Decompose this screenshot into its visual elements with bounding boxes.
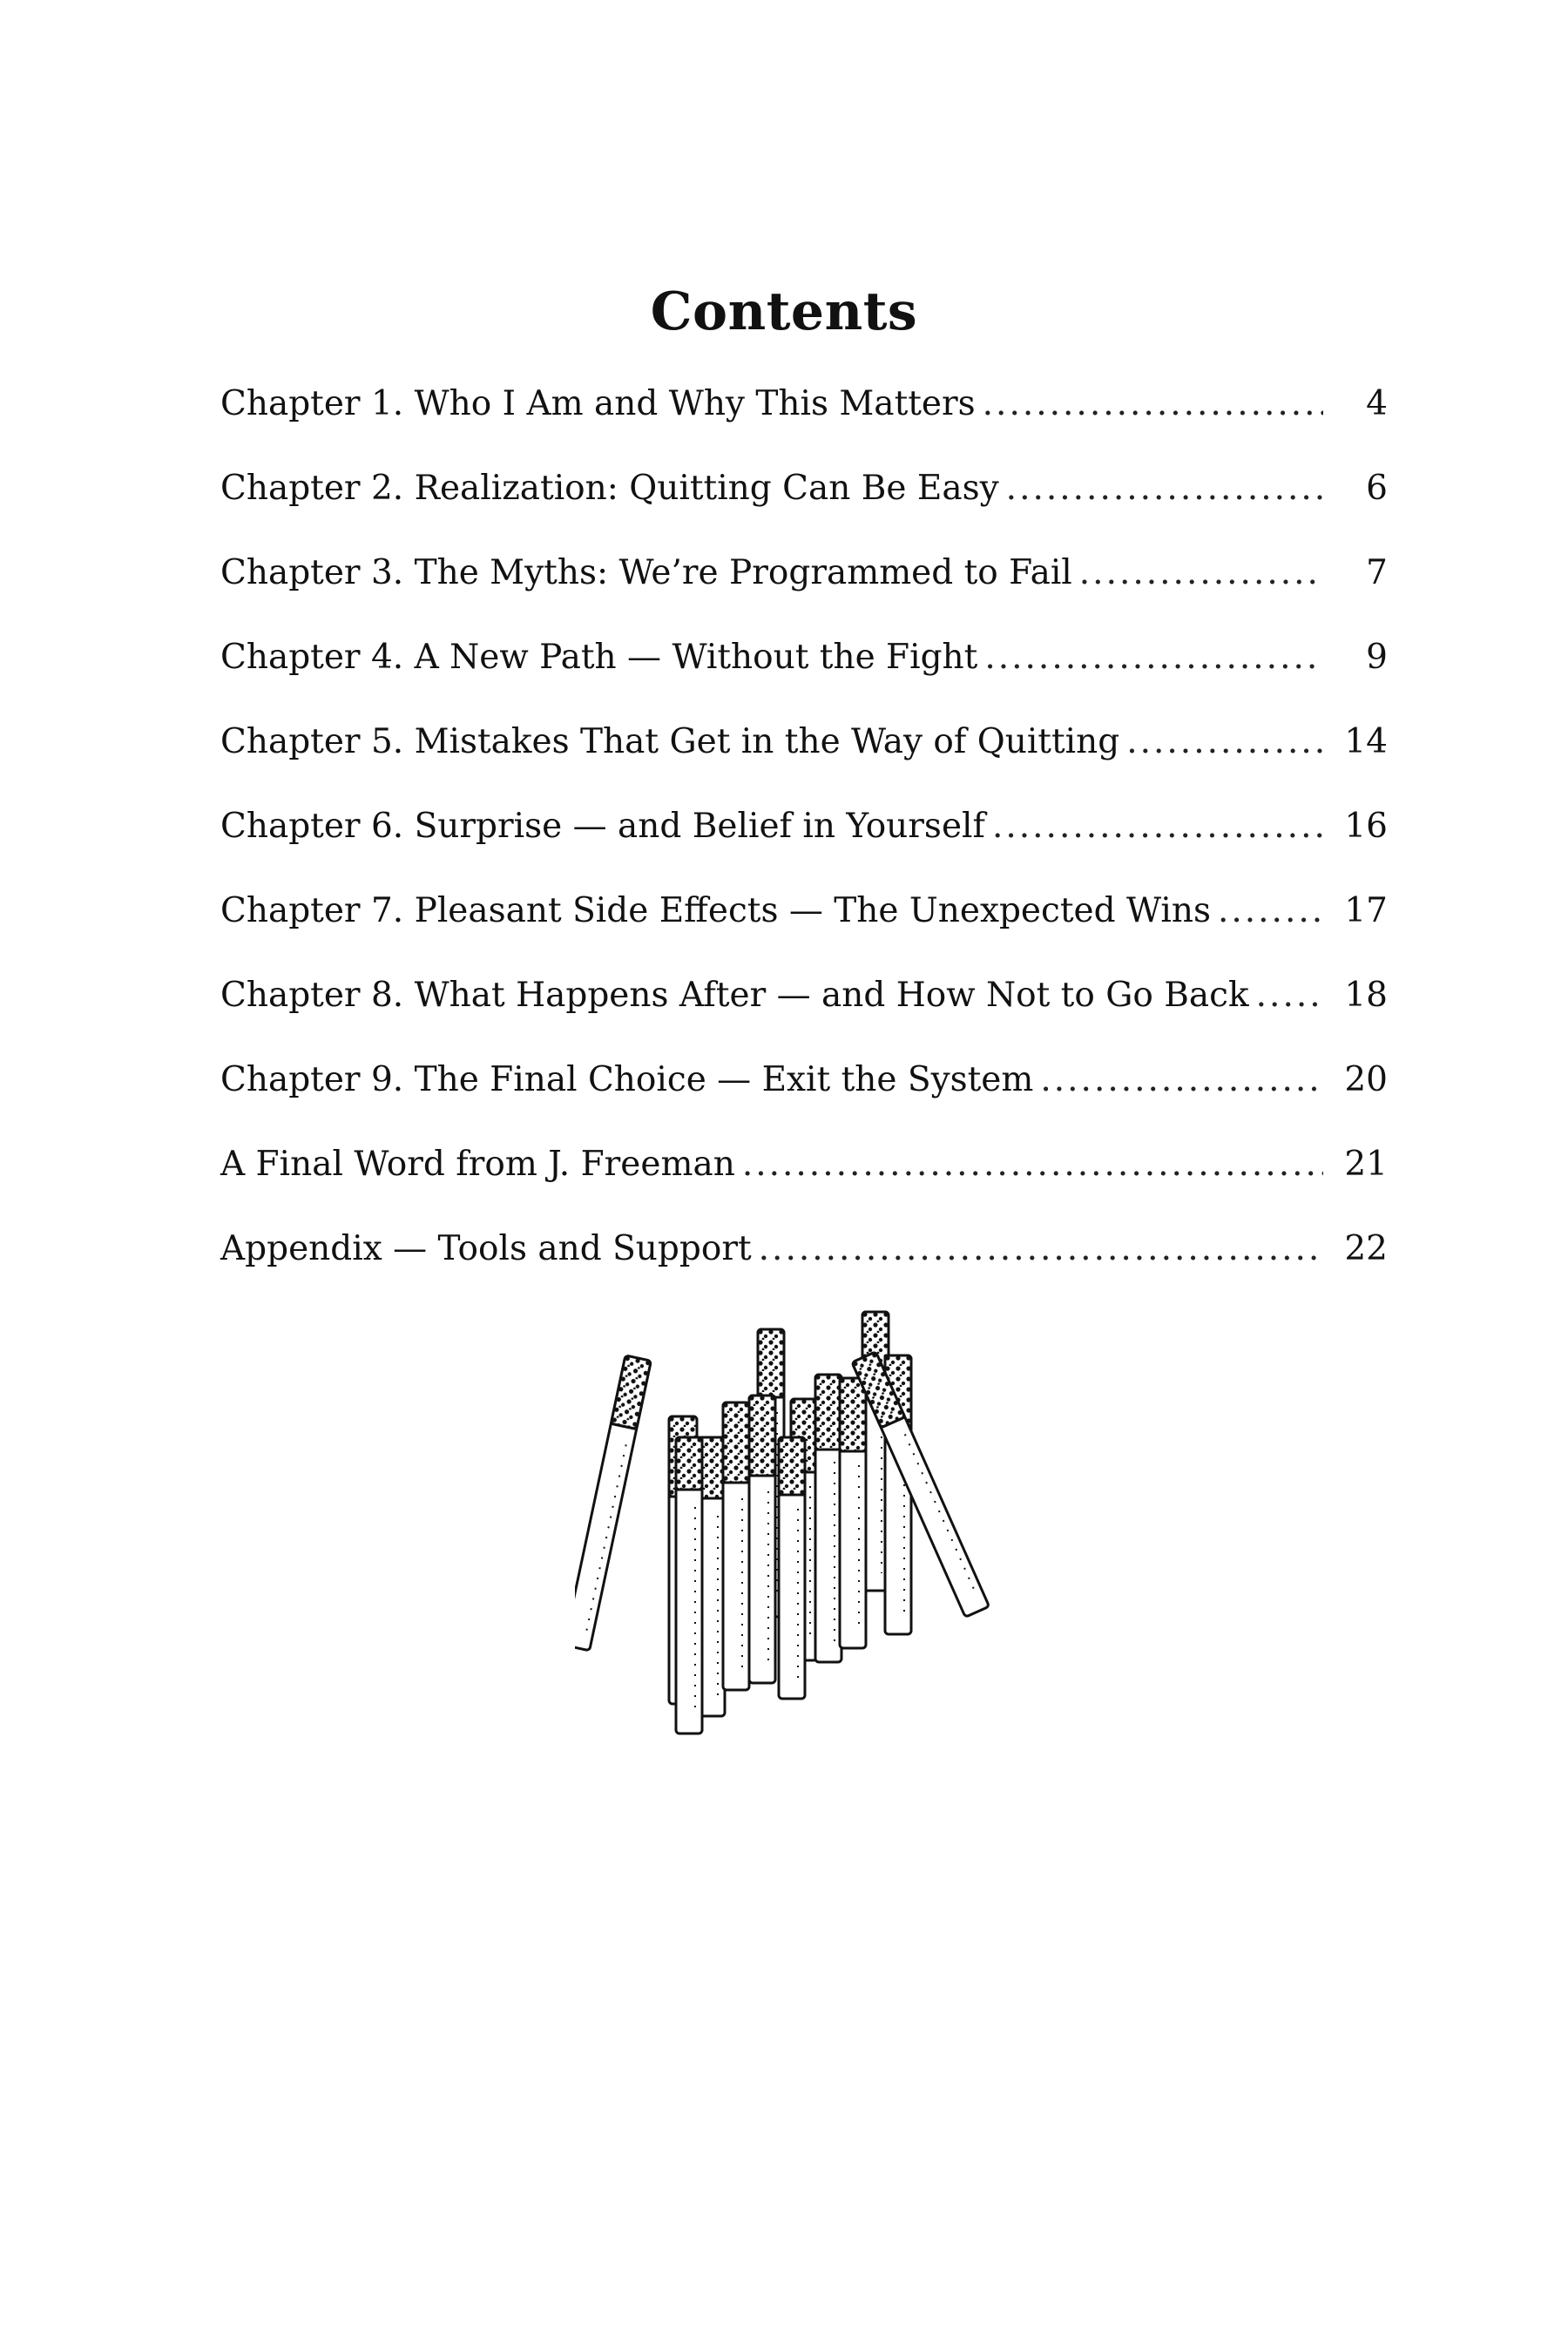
toc-entry-page: 22	[1344, 1229, 1388, 1268]
toc-entry-title: Appendix — Tools and Support	[220, 1229, 752, 1268]
toc-leader-dots	[983, 378, 1323, 430]
toc-entry-title: Chapter 9. The Final Choice — Exit the System	[220, 1060, 1034, 1099]
toc-entry-final-word[interactable]	[220, 1139, 1388, 1223]
toc-entry-chapter-8[interactable]	[220, 970, 1388, 1054]
toc-leader-dots	[1040, 1054, 1323, 1106]
cigarettes-bundle-icon	[575, 1307, 993, 1751]
toc-entry-title: Chapter 6. Surprise — and Belief in Yourself	[220, 807, 985, 846]
toc-entry-page: 7	[1366, 553, 1388, 592]
toc-entry-chapter-9[interactable]	[220, 1054, 1388, 1139]
toc-leader-dots	[984, 632, 1323, 684]
toc-entry-title: Chapter 8. What Happens After — and How Not to Go Back	[220, 976, 1249, 1015]
toc-entry-title: Chapter 5. Mistakes That Get in the Way of Quitting	[220, 722, 1120, 761]
toc-leader-dots	[992, 801, 1323, 853]
toc-entry-page: 4	[1366, 384, 1388, 423]
toc-leader-dots	[1256, 970, 1323, 1022]
toc-entry-chapter-7[interactable]	[220, 885, 1388, 970]
toc-entry-title: Chapter 3. The Myths: We’re Programmed to Fail	[220, 553, 1072, 592]
toc-entry-chapter-2[interactable]	[220, 463, 1388, 547]
page-title: Contents	[650, 281, 918, 342]
table-of-contents	[220, 378, 1388, 1308]
toc-entry-page: 16	[1344, 807, 1388, 846]
toc-leader-dots	[1006, 463, 1323, 515]
toc-entry-page: 20	[1344, 1060, 1388, 1099]
toc-leader-dots	[742, 1139, 1323, 1191]
toc-entry-title: Chapter 7. Pleasant Side Effects — The Unexpected Wins	[220, 891, 1211, 930]
toc-entry-chapter-4[interactable]	[220, 632, 1388, 716]
toc-entry-title: Chapter 4. A New Path — Without the Fight	[220, 638, 978, 677]
toc-entry-page: 21	[1344, 1145, 1388, 1184]
toc-entry-page: 14	[1344, 722, 1388, 761]
toc-entry-title: Chapter 2. Realization: Quitting Can Be Easy	[220, 469, 999, 508]
toc-entry-page: 18	[1344, 976, 1388, 1015]
toc-entry-page: 17	[1344, 891, 1388, 930]
toc-leader-dots	[1218, 885, 1323, 937]
toc-entry-chapter-5[interactable]	[220, 716, 1388, 801]
toc-entry-chapter-1[interactable]	[220, 378, 1388, 463]
toc-leader-dots	[759, 1223, 1323, 1275]
toc-entry-chapter-3[interactable]	[220, 547, 1388, 632]
toc-entry-appendix[interactable]	[220, 1223, 1388, 1308]
toc-entry-page: 6	[1366, 469, 1388, 508]
toc-leader-dots	[1079, 547, 1323, 599]
toc-leader-dots	[1126, 716, 1323, 768]
toc-entry-chapter-6[interactable]	[220, 801, 1388, 885]
toc-entry-title: Chapter 1. Who I Am and Why This Matters	[220, 384, 976, 423]
toc-entry-title: A Final Word from J. Freeman	[220, 1145, 735, 1184]
toc-entry-page: 9	[1366, 638, 1388, 677]
